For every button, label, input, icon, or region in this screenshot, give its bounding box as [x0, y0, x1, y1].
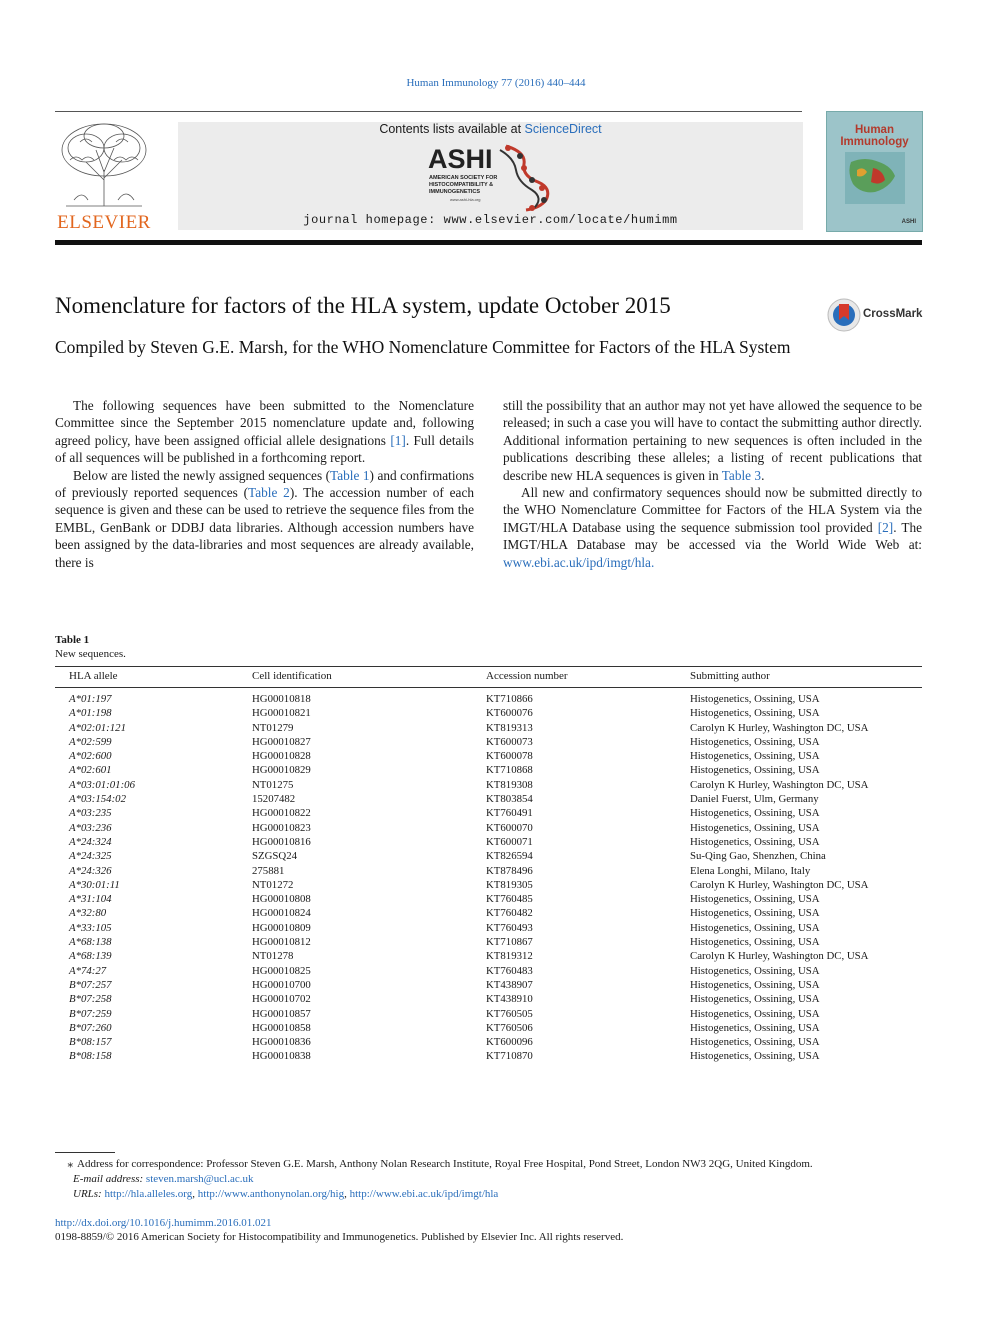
hla-allele-cell: A*01:198 — [69, 707, 112, 720]
submitting-author-cell: Carolyn K Hurley, Washington DC, USA — [690, 950, 869, 963]
table-caption — [55, 633, 126, 661]
cell-identification-cell: 275881 — [252, 864, 285, 877]
table-row — [55, 849, 922, 863]
submitting-author-cell: Histogenetics, Ossining, USA — [690, 964, 820, 977]
ashi-url: www.ashi-hla.org — [450, 197, 481, 202]
cell-identification-cell: HG00010822 — [252, 807, 311, 820]
hla-allele-cell: A*02:599 — [69, 735, 112, 748]
header-rule-bottom — [55, 240, 922, 245]
cell-identification-cell: NT01272 — [252, 878, 294, 891]
hla-allele-cell: A*03:235 — [69, 807, 112, 820]
accession-number-cell: KT760483 — [486, 964, 533, 977]
crossmark-label: CrossMark — [863, 308, 923, 320]
accession-number-cell: KT760491 — [486, 807, 533, 820]
article-title: Nomenclature for factors of the HLA system, update October 2015 — [55, 293, 671, 318]
accession-number-cell: KT760506 — [486, 1021, 533, 1034]
submitting-author-cell: Histogenetics, Ossining, USA — [690, 750, 820, 763]
cell-identification-cell: HG00010824 — [252, 907, 311, 920]
cell-identification-cell: HG00010858 — [252, 1021, 311, 1034]
col-header-cell-identification: Cell identification — [252, 670, 332, 682]
table-row — [55, 878, 922, 892]
table-label: Table 1 — [55, 634, 90, 646]
reference-2-link[interactable]: [2] — [877, 519, 894, 535]
accession-number-cell: KT600071 — [486, 835, 533, 848]
journal-homepage[interactable]: journal homepage: www.elsevier.com/locate/humimm — [303, 213, 678, 227]
cell-identification-cell: HG00010823 — [252, 821, 311, 834]
url-anthony-nolan[interactable]: http://www.anthonynolan.org/hig — [197, 1188, 345, 1200]
cell-identification-cell: HG00010828 — [252, 750, 311, 763]
submitting-author-cell: Histogenetics, Ossining, USA — [690, 807, 820, 820]
hla-allele-cell: A*24:326 — [69, 864, 112, 877]
table-row — [55, 749, 922, 763]
cell-identification-cell: NT01275 — [252, 778, 294, 791]
hla-allele-cell: A*03:01:01:06 — [69, 778, 135, 791]
accession-number-cell: KT710866 — [486, 693, 533, 705]
journal-reference[interactable]: Human Immunology 77 (2016) 440–444 — [406, 77, 586, 89]
hla-allele-cell: A*74:27 — [69, 964, 107, 977]
p2-text-c: ). The accession number of each sequence is given and these can be used to retrieve the sequence files from the EMBL, GenBank or DDBJ data libraries. Although accession numbers have been assigned by the data-libraries and most sequences are already available, there is — [55, 485, 474, 570]
cell-identification-cell: NT01279 — [252, 721, 294, 734]
hla-allele-cell: A*31:104 — [69, 893, 112, 906]
table-row — [55, 964, 922, 978]
accession-number-cell: KT819305 — [486, 878, 533, 891]
cell-identification-cell: 15207482 — [252, 793, 296, 806]
submitting-author-cell: Histogenetics, Ossining, USA — [690, 993, 820, 1006]
accession-number-cell: KT819312 — [486, 950, 533, 963]
hla-allele-cell: A*03:154:02 — [69, 793, 126, 806]
hla-allele-cell: A*30:01:11 — [69, 878, 120, 891]
ashi-abbr: ASHI — [428, 144, 493, 174]
table-row — [55, 721, 922, 735]
submitting-author-cell: Histogenetics, Ossining, USA — [690, 764, 820, 777]
cover-map-icon — [845, 152, 905, 204]
table-3-link[interactable]: Table 3 — [721, 467, 762, 483]
hla-allele-cell: B*07:260 — [69, 1021, 112, 1034]
hla-allele-cell: A*03:236 — [69, 821, 112, 834]
accession-number-cell: KT600070 — [486, 821, 533, 834]
header-rule-top — [55, 111, 802, 112]
table-row — [55, 1007, 922, 1021]
cell-identification-cell: HG00010809 — [252, 921, 311, 934]
table-row — [55, 921, 922, 935]
imgt-hla-link[interactable]: www.ebi.ac.uk/ipd/imgt/hla. — [503, 554, 655, 570]
hla-allele-cell: A*33:105 — [69, 921, 112, 934]
table-row — [55, 1049, 922, 1063]
cell-identification-cell: HG00010812 — [252, 936, 311, 949]
ashi-name-3: IMMUNOGENETICS — [429, 189, 481, 195]
submitting-author-cell: Carolyn K Hurley, Washington DC, USA — [690, 778, 869, 791]
hla-allele-cell: A*32:80 — [69, 907, 107, 920]
submitting-author-cell: Histogenetics, Ossining, USA — [690, 835, 820, 848]
table-row — [55, 864, 922, 878]
accession-number-cell: KT819308 — [486, 778, 533, 791]
p2-text-a: Below are listed the newly assigned sequences ( — [73, 467, 331, 483]
p4-text-a: All new and confirmatory sequences should now be submitted directly to the WHO Nomenclature Committee for Factors of the HLA System via the IMGT/HLA Database using the sequence submission tool provided — [503, 485, 922, 535]
accession-number-cell: KT760482 — [486, 907, 533, 920]
p3-text-b: . — [761, 467, 765, 483]
ashi-name-1: AMERICAN SOCIETY FOR — [429, 175, 498, 181]
url-separator-2: , — [344, 1188, 350, 1200]
submitting-author-cell: Histogenetics, Ossining, USA — [690, 735, 820, 748]
hla-allele-cell: B*08:158 — [69, 1050, 112, 1063]
hla-allele-cell: B*08:157 — [69, 1036, 112, 1049]
table-row — [55, 763, 922, 777]
hla-allele-cell: B*07:257 — [69, 978, 112, 991]
body-column-right — [503, 397, 922, 571]
urls-label: URLs: — [73, 1188, 102, 1200]
accession-number-cell: KT760505 — [486, 1007, 533, 1020]
hla-allele-cell: A*68:138 — [69, 936, 112, 949]
submitting-author-cell: Histogenetics, Ossining, USA — [690, 1036, 820, 1049]
submitting-author-cell: Histogenetics, Ossining, USA — [690, 921, 820, 934]
cell-identification-cell: HG00010836 — [252, 1036, 311, 1049]
accession-number-cell: KT600073 — [486, 735, 533, 748]
journal-banner — [178, 122, 803, 230]
doi-link[interactable]: http://dx.doi.org/10.1016/j.humimm.2016.01.021 — [55, 1217, 272, 1229]
hla-allele-cell: A*24:325 — [69, 850, 112, 863]
table-row — [55, 692, 922, 706]
accession-number-cell: KT600076 — [486, 707, 533, 720]
contents-line — [178, 122, 803, 136]
cell-identification-cell: HG00010838 — [252, 1050, 311, 1063]
cell-identification-cell: HG00010857 — [252, 1007, 311, 1020]
p3-text-a: still the possibility that an author may not yet have allowed the sequence to be released; in such a case you will have to contact the submitting author directly. Additional information pertaining to new sequences is often included in the publications describing these alleles; a listing of recent publications that describe new HLA sequences is given in — [503, 398, 922, 483]
paragraph-3 — [503, 397, 922, 484]
submitting-author-cell: Histogenetics, Ossining, USA — [690, 821, 820, 834]
table-rule-top — [55, 666, 922, 667]
table-row — [55, 978, 922, 992]
url-ebi-imgt[interactable]: http://www.ebi.ac.uk/ipd/imgt/hla — [349, 1188, 499, 1200]
table-row — [55, 778, 922, 792]
cell-identification-cell: HG00010818 — [252, 693, 311, 705]
accession-number-cell: KT819313 — [486, 721, 533, 734]
col-header-hla-allele: HLA allele — [69, 670, 118, 682]
cell-identification-cell: HG00010821 — [252, 707, 311, 720]
accession-number-cell: KT826594 — [486, 850, 533, 863]
elsevier-wordmark: ELSEVIER — [57, 212, 151, 233]
footnote-urls-row — [55, 1187, 922, 1202]
email-label: E-mail address: — [73, 1173, 144, 1185]
submitting-author-cell: Histogenetics, Ossining, USA — [690, 1007, 820, 1020]
table-header-row — [55, 670, 922, 686]
table-2-link[interactable]: Table 2 — [248, 485, 290, 501]
submitting-author-cell: Histogenetics, Ossining, USA — [690, 1050, 820, 1063]
url-hla-alleles[interactable]: http://hla.alleles.org — [104, 1188, 193, 1200]
table-row — [55, 706, 922, 720]
col-header-accession-number: Accession number — [486, 670, 568, 682]
paragraph-2 — [55, 467, 474, 571]
dna-helix-icon — [500, 145, 548, 211]
hla-allele-cell: B*07:258 — [69, 993, 112, 1006]
article-subtitle: Compiled by Steven G.E. Marsh, for the WHO Nomenclature Committee for Factors of the HLA System — [55, 337, 791, 357]
accession-number-cell: KT600096 — [486, 1036, 533, 1049]
cell-identification-cell: HG00010816 — [252, 835, 311, 848]
table-row — [55, 892, 922, 906]
cell-identification-cell: HG00010700 — [252, 978, 311, 991]
table-row — [55, 1035, 922, 1049]
table-row — [55, 906, 922, 920]
accession-number-cell: KT760485 — [486, 893, 533, 906]
footnote — [55, 1157, 922, 1202]
p1-text-b: . Full details of all sequences will be published in a forthcoming report. — [55, 432, 474, 466]
table-row — [55, 992, 922, 1006]
paragraph-4 — [503, 484, 922, 571]
accession-number-cell: KT710867 — [486, 936, 533, 949]
table-row — [55, 806, 922, 820]
journal-cover — [826, 111, 923, 232]
table-row — [55, 821, 922, 835]
table-row — [55, 935, 922, 949]
footnote-email-row — [55, 1172, 922, 1187]
accession-number-cell: KT803854 — [486, 793, 533, 806]
submitting-author-cell: Carolyn K Hurley, Washington DC, USA — [690, 878, 869, 891]
cover-title — [827, 124, 922, 148]
accession-number-cell: KT760493 — [486, 921, 533, 934]
hla-allele-cell: B*07:259 — [69, 1007, 112, 1020]
submitting-author-cell: Histogenetics, Ossining, USA — [690, 1021, 820, 1034]
col-header-submitting-author: Submitting author — [690, 670, 770, 682]
submitting-author-cell: Histogenetics, Ossining, USA — [690, 907, 820, 920]
table-rule-header — [55, 687, 922, 688]
accession-number-cell: KT710868 — [486, 764, 533, 777]
table-body — [55, 692, 922, 1064]
crossmark-icon — [827, 298, 861, 332]
cover-title-line-1: Human — [855, 124, 894, 136]
crossmark-badge[interactable] — [827, 298, 927, 332]
p2-text-b: ) and confirmations of previously reported sequences ( — [55, 467, 474, 501]
ashi-logo-icon — [428, 142, 558, 212]
body-column-left — [55, 397, 474, 571]
footnote-rule — [55, 1152, 115, 1153]
submitting-author-cell: Su-Qing Gao, Shenzhen, China — [690, 850, 826, 863]
cover-title-line-2: Immunology — [840, 136, 909, 148]
paragraph-1 — [55, 397, 474, 467]
p1-text-a: The following sequences have been submitted to the Nomenclature Committee since the September 2015 nomenclature update and, following agreed policy, have been assigned official allele designations — [55, 398, 474, 448]
table-caption-text: New sequences. — [55, 648, 126, 660]
cell-identification-cell: HG00010829 — [252, 764, 311, 777]
copyright: 0198-8859/© 2016 American Society for Histocompatibility and Immunogenetics. Published by Elsevier Inc. All rights reserved. — [55, 1231, 624, 1243]
elsevier-tree-icon — [56, 120, 152, 208]
cell-identification-cell: HG00010808 — [252, 893, 311, 906]
table-row — [55, 792, 922, 806]
url-separator-1: , — [192, 1188, 198, 1200]
contents-prefix: Contents lists available at — [379, 122, 525, 136]
hla-allele-cell: A*02:01:121 — [69, 721, 126, 734]
hla-allele-cell: A*02:600 — [69, 750, 112, 763]
submitting-author-cell: Histogenetics, Ossining, USA — [690, 936, 820, 949]
submitting-author-cell: Histogenetics, Ossining, USA — [690, 693, 820, 705]
cell-identification-cell: HG00010702 — [252, 993, 311, 1006]
table-row — [55, 1021, 922, 1035]
footnote-address-row — [55, 1157, 922, 1172]
cell-identification-cell: SZGSQ24 — [252, 850, 297, 863]
hla-allele-cell: A*68:139 — [69, 950, 112, 963]
cell-identification-cell: HG00010825 — [252, 964, 311, 977]
submitting-author-cell: Histogenetics, Ossining, USA — [690, 893, 820, 906]
table-row — [55, 949, 922, 963]
footnote-address: Address for correspondence: Professor Steven G.E. Marsh, Anthony Nolan Research Institute, Royal Free Hospital, Pond Street, London NW3 2QG, United Kingdom. — [77, 1158, 813, 1170]
cell-identification-cell: HG00010827 — [252, 735, 311, 748]
sciencedirect-link[interactable]: ScienceDirect — [524, 122, 602, 136]
hla-allele-cell: A*24:324 — [69, 835, 112, 848]
p4-text-b: . The IMGT/HLA Database may be accessed via the World Wide Web at: — [503, 519, 922, 553]
submitting-author-cell: Histogenetics, Ossining, USA — [690, 707, 820, 720]
reference-1-link[interactable]: [1] — [390, 432, 406, 448]
table-row — [55, 835, 922, 849]
table-row — [55, 735, 922, 749]
hla-allele-cell: A*01:197 — [69, 693, 112, 705]
accession-number-cell: KT438910 — [486, 993, 533, 1006]
hla-allele-cell: A*02:601 — [69, 764, 112, 777]
email-link[interactable]: steven.marsh@ucl.ac.uk — [145, 1173, 254, 1185]
cover-ashi-mark: ASHI — [901, 219, 916, 225]
submitting-author-cell: Carolyn K Hurley, Washington DC, USA — [690, 721, 869, 734]
accession-number-cell: KT878496 — [486, 864, 533, 877]
accession-number-cell: KT600078 — [486, 750, 533, 763]
submitting-author-cell: Histogenetics, Ossining, USA — [690, 978, 820, 991]
cell-identification-cell: NT01278 — [252, 950, 294, 963]
accession-number-cell: KT438907 — [486, 978, 533, 991]
footnote-star: ⁎ — [67, 1158, 73, 1170]
table-1-link[interactable]: Table 1 — [330, 467, 370, 483]
submitting-author-cell: Elena Longhi, Milano, Italy — [690, 864, 811, 877]
accession-number-cell: KT710870 — [486, 1050, 533, 1063]
submitting-author-cell: Daniel Fuerst, Ulm, Germany — [690, 793, 819, 806]
elsevier-logo — [52, 120, 156, 235]
ashi-name-2: HISTOCOMPATIBILITY & — [429, 182, 494, 188]
